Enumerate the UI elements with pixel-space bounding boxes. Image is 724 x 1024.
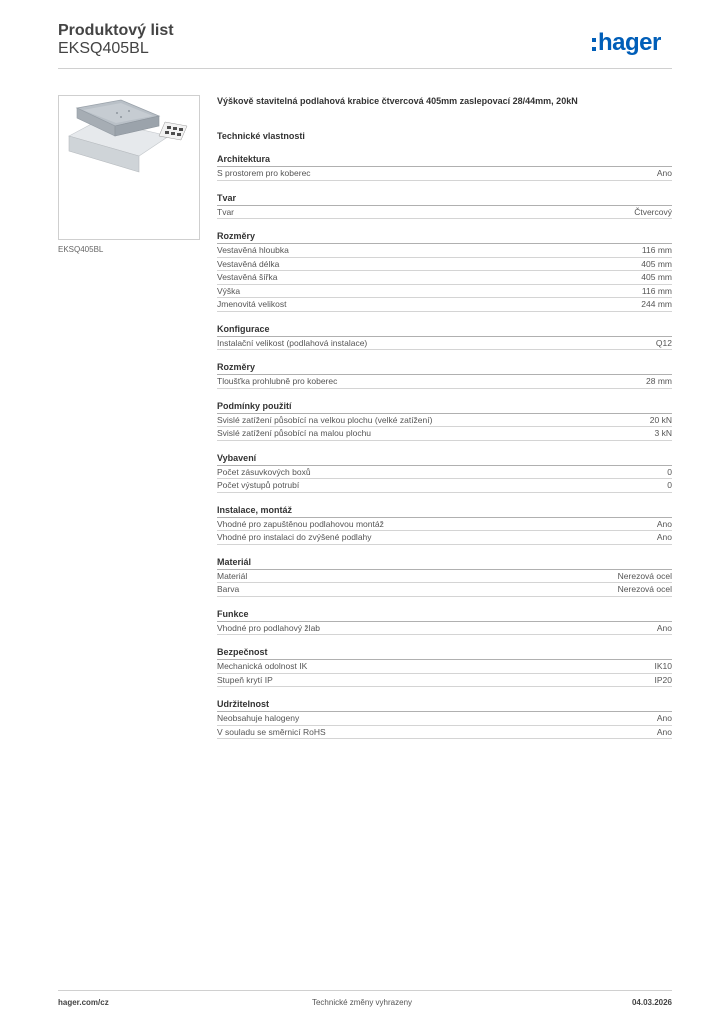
property-group: [217, 361, 672, 389]
property-value: Ano: [656, 168, 672, 179]
hager-logo: [592, 30, 661, 56]
content-column: [217, 95, 672, 739]
property-value: Ano: [656, 532, 672, 543]
property-group: [217, 698, 672, 739]
property-label: Počet zásuvkových boxů: [217, 466, 311, 477]
property-value: 405 mm: [641, 272, 672, 283]
property-label: Vestavěná délka: [217, 258, 280, 269]
property-value: 28 mm: [646, 376, 672, 387]
property-label: Počet výstupů potrubí: [217, 480, 300, 491]
property-label: Jmenovitá velikost: [217, 299, 287, 310]
property-label: Výška: [217, 285, 241, 296]
group-title: Funkce: [217, 608, 672, 622]
property-label: Vhodné pro instalaci do zvýšené podlahy: [217, 532, 372, 543]
property-row: [217, 285, 672, 299]
property-value: Ano: [656, 622, 672, 633]
property-row: [217, 726, 672, 740]
property-row: [217, 712, 672, 726]
property-row: [217, 674, 672, 688]
property-group: [217, 504, 672, 545]
property-label: S prostorem pro koberec: [217, 168, 311, 179]
property-row: [217, 271, 672, 285]
property-value: 20 kN: [649, 414, 672, 425]
property-row: [217, 518, 672, 532]
group-title: Rozměry: [217, 361, 672, 375]
property-group: [217, 323, 672, 351]
property-row: [217, 427, 672, 441]
group-title: Bezpečnost: [217, 646, 672, 660]
property-row: [217, 479, 672, 493]
property-row: [217, 244, 672, 258]
property-row: [217, 414, 672, 428]
product-image: [58, 95, 200, 240]
product-code: EKSQ405BL: [58, 40, 149, 57]
group-title: Konfigurace: [217, 323, 672, 337]
property-label: Svislé zatížení působící na velkou plochu (velké zatížení): [217, 414, 433, 425]
product-title: Výškově stavitelná podlahová krabice čtvercová 405mm zaslepovací 28/44mm, 20kN: [217, 96, 578, 106]
property-label: Tvar: [217, 206, 234, 217]
property-value: Q12: [655, 337, 672, 348]
property-row: [217, 570, 672, 584]
group-title: Instalace, montáž: [217, 504, 672, 518]
property-row: [217, 258, 672, 272]
property-row: [217, 660, 672, 674]
group-title: Materiál: [217, 556, 672, 570]
floor-box-illustration-icon: [59, 96, 199, 239]
logo-text: hager: [598, 29, 661, 56]
property-group: [217, 452, 672, 493]
property-label: Stupeň krytí IP: [217, 674, 273, 685]
property-label: Neobsahuje halogeny: [217, 713, 300, 724]
property-label: Vestavěná hloubka: [217, 245, 289, 256]
property-label: Barva: [217, 584, 240, 595]
product-image-caption: EKSQ405BL: [58, 245, 104, 254]
footer-website: hager.com/cz: [58, 998, 109, 1007]
property-label: Vestavěná šířka: [217, 272, 278, 283]
property-value: Ano: [656, 518, 672, 529]
property-label: Instalační velikost (podlahová instalace): [217, 337, 368, 348]
property-row: [217, 206, 672, 220]
property-group: [217, 153, 672, 181]
property-group: [217, 646, 672, 687]
property-value: Ano: [656, 726, 672, 737]
property-label: Materiál: [217, 570, 248, 581]
property-row: [217, 531, 672, 545]
logo-colon-icon: [592, 38, 596, 51]
property-value: 405 mm: [641, 258, 672, 269]
properties-table: [217, 153, 672, 739]
property-label: Tloušťka prohlubně pro koberec: [217, 376, 338, 387]
property-row: [217, 298, 672, 312]
property-label: Svislé zatížení působící na malou plochu: [217, 428, 372, 439]
property-label: Vhodné pro zapuštěnou podlahovou montáž: [217, 518, 384, 529]
group-title: Architektura: [217, 153, 672, 167]
property-row: [217, 622, 672, 636]
property-label: V souladu se směrnicí RoHS: [217, 726, 326, 737]
property-value: IP20: [654, 674, 672, 685]
header-divider: [58, 68, 672, 69]
property-group: [217, 608, 672, 636]
page-title: Produktový list: [58, 22, 174, 39]
property-value: 244 mm: [641, 299, 672, 310]
property-group: [217, 400, 672, 441]
property-label: Mechanická odolnost IK: [217, 661, 308, 672]
property-value: Ano: [656, 713, 672, 724]
property-row: [217, 466, 672, 480]
property-row: [217, 337, 672, 351]
section-title: Technické vlastnosti: [217, 131, 305, 141]
property-value: Nerezová ocel: [617, 570, 672, 581]
group-title: Vybavení: [217, 452, 672, 466]
group-title: Rozměry: [217, 230, 672, 244]
property-value: IK10: [654, 661, 672, 672]
group-title: Udržitelnost: [217, 698, 672, 712]
property-label: Vhodné pro podlahový žlab: [217, 622, 321, 633]
property-group: [217, 556, 672, 597]
property-row: [217, 167, 672, 181]
property-value: 116 mm: [641, 285, 672, 296]
footer-notice: Technické změny vyhrazeny: [311, 998, 413, 1007]
property-row: [217, 375, 672, 389]
property-group: [217, 192, 672, 220]
footer-date: 04.03.2026: [631, 998, 672, 1007]
property-value: Čtvercový: [634, 206, 672, 217]
property-value: 0: [667, 466, 672, 477]
property-value: Nerezová ocel: [617, 584, 672, 595]
property-value: 0: [667, 480, 672, 491]
property-value: 116 mm: [641, 245, 672, 256]
property-value: 3 kN: [654, 428, 672, 439]
group-title: Podmínky použití: [217, 400, 672, 414]
group-title: Tvar: [217, 192, 672, 206]
property-row: [217, 583, 672, 597]
footer-divider: [58, 990, 672, 991]
property-group: [217, 230, 672, 312]
